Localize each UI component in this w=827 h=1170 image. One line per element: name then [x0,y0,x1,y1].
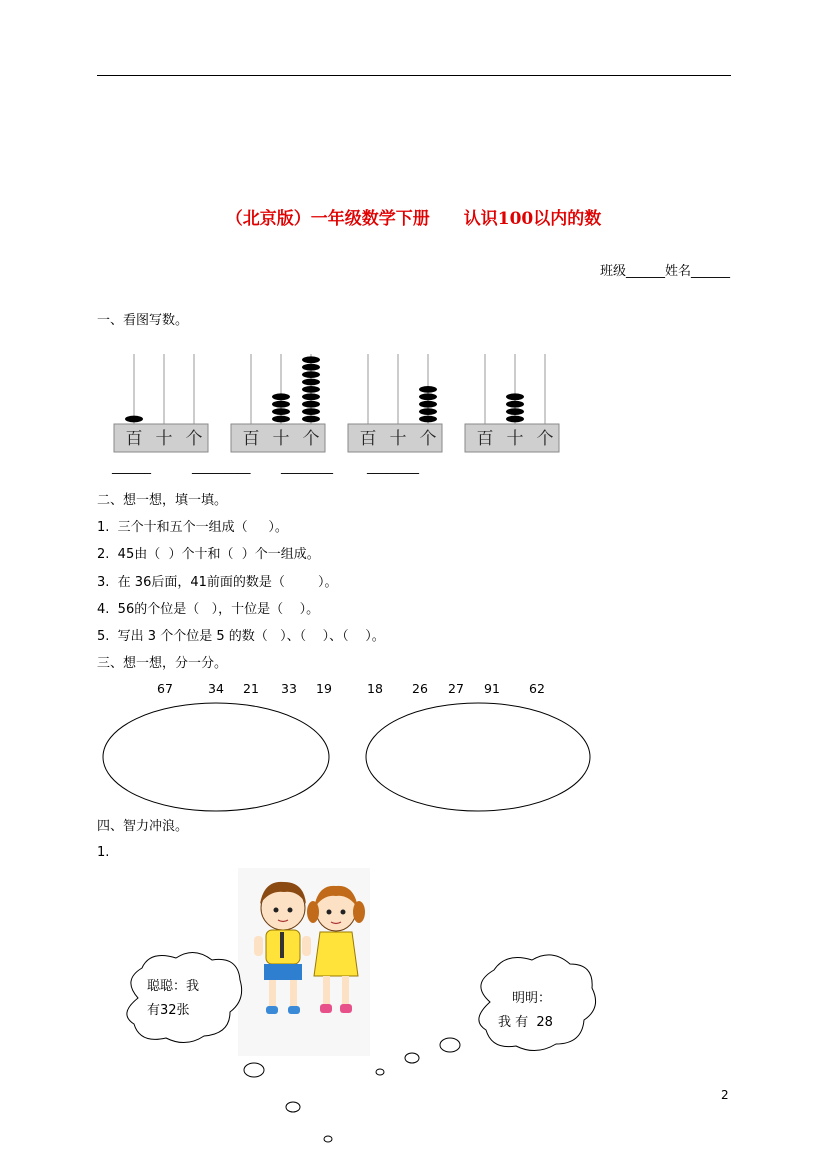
number-item: 26 [412,681,428,696]
number-item: 21 [243,681,259,696]
abacus-bead [272,393,290,400]
abacus-place-label: 十 [389,429,407,449]
sorting-ovals [95,700,605,815]
abacus-bead [302,408,320,415]
page-title: （北京版）一年级数学下册 认识100以内的数 [225,209,602,229]
abacus-bead [302,393,320,400]
abacus-bead [302,379,320,386]
abacus-bead [419,386,437,393]
abacus [114,354,208,452]
abacus-place-label: 百 [359,429,377,449]
question-4: 4. 56的个位是（ ），十位是（ ）。 [97,602,320,617]
number-item: 18 [367,681,383,696]
abacus-bead [302,371,320,378]
abacus-place-label: 百 [242,429,260,449]
abacus-place-label: 个 [302,429,320,449]
number-item: 91 [484,681,500,696]
abacus-bead [419,416,437,423]
question-5: 5. 写出 3 个个位是 5 的数（ ）、（ ）、（ ）。 [97,629,385,644]
abacus-bead [272,408,290,415]
section2-heading: 二、想一想，填一填。 [97,493,228,508]
right-bubble-line-2: 我 有 28 [498,1015,553,1030]
abacus-bead [125,416,143,423]
answer-blank-4[interactable]: ________ [367,460,419,475]
abacus-bead [272,401,290,408]
number-item: 34 [208,681,224,696]
page-number: 2 [721,1088,729,1102]
right-oval [366,703,590,811]
abacus-place-label: 个 [185,429,203,449]
abacus-bead [506,401,524,408]
number-list [0,681,827,699]
abacus-bead [506,393,524,400]
section1-heading: 一、看图写数。 [97,313,189,328]
thought-dot [324,1136,332,1142]
abacus-place-label: 百 [125,429,143,449]
number-item: 19 [316,681,332,696]
answer-blank-2[interactable]: _________ [192,460,251,475]
left-thought-cloud [127,952,242,1042]
thought-dot [286,1102,300,1112]
abacus [348,354,442,452]
thought-dot [440,1038,460,1052]
question-2: 2. 45由（ ）个十和（ ）个一组成。 [97,547,320,562]
question-3: 3. 在 36后面，41前面的数是（ ）。 [97,575,338,590]
section3-heading: 三、想一想，分一分。 [97,656,228,671]
number-item: 27 [448,681,464,696]
answer-blank-1[interactable]: ______ [112,460,151,475]
abacus-bead [419,393,437,400]
abacus-bead [302,416,320,423]
abacus-bead [302,356,320,363]
section4-heading: 四、智力冲浪。 [97,819,189,834]
question-1: 1. 三个十和五个一组成（ ）。 [97,520,288,535]
abacus-bead [272,416,290,423]
right-bubble-line-1: 明明： [512,991,552,1006]
thought-dot [376,1069,384,1075]
thought-dot [244,1063,264,1077]
abacus-bead [302,386,320,393]
abacus-place-label: 十 [506,429,524,449]
abacus [231,354,325,452]
abacus [465,354,559,452]
class-name-line: 班级______姓名______ [599,264,730,279]
abacus-place-label: 十 [155,429,173,449]
abacus-bead [302,401,320,408]
abacus-bead [302,364,320,371]
number-item: 33 [281,681,297,696]
number-item: 67 [157,681,173,696]
number-item: 62 [529,681,545,696]
abacus-bead [419,408,437,415]
abacus-bead [506,416,524,423]
left-bubble-line-1: 聪聪：我 [147,979,200,994]
abacus-figures [110,348,580,458]
section4-item-number: 1. [97,845,110,860]
header-rule [97,75,731,76]
abacus-place-label: 十 [272,429,290,449]
left-oval [103,703,329,811]
left-bubble-line-2: 有32张 [147,1003,190,1018]
answer-blank-3[interactable]: ________ [281,460,333,475]
abacus-bead [419,401,437,408]
thought-dot [405,1053,419,1063]
abacus-place-label: 个 [536,429,554,449]
abacus-bead [506,408,524,415]
abacus-place-label: 个 [419,429,437,449]
abacus-place-label: 百 [476,429,494,449]
